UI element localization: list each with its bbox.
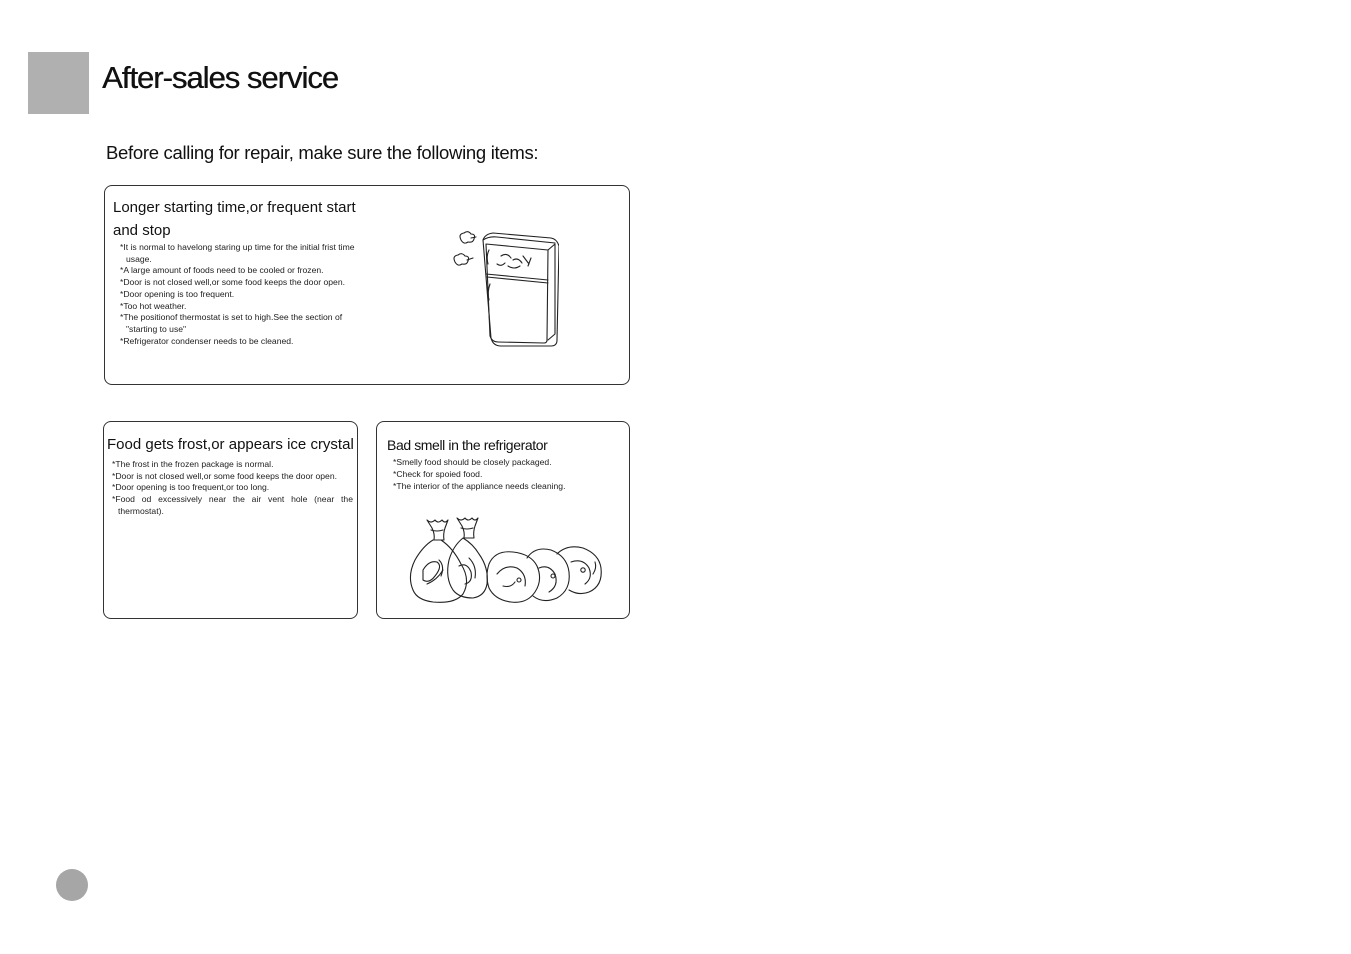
food-bags-illustration [407,514,613,610]
refrigerator-illustration [453,230,559,348]
panel-food-frost-list [112,459,353,518]
list-item: *It is normal to havelong staring up time for the initial frist time usage. [120,242,355,264]
panel-food-frost-title: Food gets frost,or appears ice crystal [107,436,354,453]
list-item: *Check for spoied food. [393,468,483,479]
page-marker-dot [56,869,88,901]
list-item: *The interior of the appliance needs cleaning. [393,480,566,491]
list-item: *A large amount of foods need to be cooled or frozen. [120,265,324,276]
list-item: *Door is not closed well,or some food keeps the door open. [120,277,345,288]
panel-food-frost [103,421,358,619]
list-item: *The positionof thermostat is set to high.See the section of "starting to use" [120,312,343,334]
page-title: After-sales service [102,60,338,95]
intro-text: Before calling for repair, make sure the following items: [106,142,539,163]
panel-bad-smell-title: Bad smell in the refrigerator [387,437,548,453]
header-gray-block [28,52,89,114]
panel-starting-time [104,185,630,385]
panel-starting-time-list [119,242,369,347]
list-item: *Too hot weather. [120,300,187,311]
list-item: *The frost in the frozen package is normal. [112,459,274,469]
list-item: *Smelly food should be closely packaged. [393,457,552,467]
list-item: *Door opening is too frequent,or too long. [112,482,270,493]
list-item: *Food od excessively near the air vent hole (near the thermostat). [112,494,353,516]
panel-bad-smell [376,421,630,619]
panel-bad-smell-list [393,457,623,492]
list-item: *Door opening is too frequent. [120,288,235,299]
list-item: *Refrigerator condenser needs to be cleaned. [120,335,294,346]
panel-starting-time-title: Longer starting time,or frequent start and stop [113,199,356,239]
list-item: *Door is not closed well,or some food keeps the door open. [112,470,337,481]
